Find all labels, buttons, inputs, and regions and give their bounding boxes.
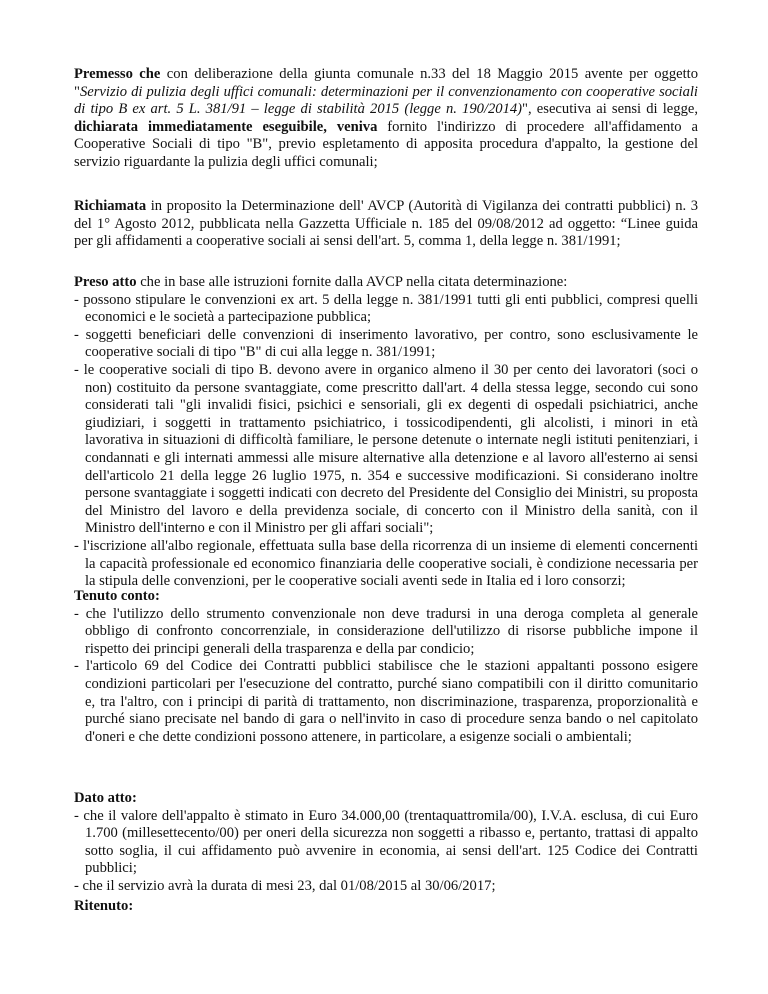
preso-atto-text: che in base alle istruzioni fornite dalla AVCP nella citata determinazione: [136,274,568,290]
document-page [74,66,698,172]
dato-atto-list [74,808,698,896]
list-item: - possono stipulare le convenzioni ex art. 5 della legge n. 381/1991 tutti gli enti pubblici, compresi quelli economici e le società a partecipazione pubblica; [74,291,698,326]
premesso-lead: Premesso che [74,66,161,82]
list-item: - soggetti beneficiari delle convenzioni di inserimento lavorativo, per contro, sono esclusivamente le cooperative sociali di tipo "B" di cui alla legge n. 381/1991; [74,326,698,361]
richiamata-lead: Richiamata [74,198,147,214]
list-item: - che il servizio avrà la durata di mesi 23, dal 01/08/2015 al 30/06/2017; [74,877,496,894]
richiamata-text: in proposito la Determinazione dell' AVCP (Autorità di Vigilanza dei contratti pubblici) n. 3 del 1° Agosto 2012, pubblicata nella Gazzetta Ufficiale n. 185 del 09/08/2012 ad oggetto: “Linee guida per gli affidamenti a cooperative sociali ai sensi dell'art. 5, comma 1, della legge n. 381/1991; [74,198,698,250]
preso-atto-lead: Preso atto [74,274,137,290]
premesso-subject: Servizio di pulizia degli uffici comunali: determinazioni per il convenzionamento con cooperative sociali di tipo B ex art. 5 L. 381/91 – legge di stabilità 2015 (legge n. 190/2014) [74,83,698,118]
list-item: - che l'utilizzo dello strumento convenzionale non deve tradursi in una deroga completa al generale obbligo di confronto concorrenziale, in considerazione dell'utilizzo di risorse pubbliche impone il rispetto dei principi generali della trasparenza e della par condicio; [74,605,698,657]
preso-atto-intro [74,274,698,292]
list-item: - l'iscrizione all'albo regionale, effettuata sulla base della ricorrenza di un insieme di elementi concernenti la capacità professionale ed economico finanziaria delle cooperative sociali, è condizione necessaria per la stipula delle convenzioni, per le cooperative sociali aventi sede in Italia ed i loro consorzi; [74,537,698,590]
ritenuto-heading: Ritenuto: [74,898,134,914]
premesso-bold: dichiarata immediatamente eseguibile, veniva [74,118,378,135]
richiamata-section [74,198,698,251]
preso-atto-list [74,292,698,591]
richiamata-paragraph [74,198,698,251]
tenuto-conto-list [74,606,698,747]
dato-atto-heading: Dato atto: [74,790,137,806]
premesso-paragraph [74,66,698,172]
list-item: - che il valore dell'appalto è stimato in Euro 34.000,00 (trentaquattromila/00), I.V.A. esclusa, di cui Euro 1.700 (millesettecento/00) per oneri della sicurezza non soggetti a ribasso e, pertanto, trattasi di appalto sotto soglia, il cui affidamento può avvenire in economia, ai sensi dell'art. 125 Codice dei Contratti pubblici; [74,807,698,877]
dato-atto-section [74,790,698,896]
tenuto-conto-heading: Tenuto conto: [74,588,160,604]
premesso-text-1: con deliberazione della giunta comunale n.33 del 18 Maggio 2015 avente per oggetto " [74,66,699,100]
premesso-text-3: fornito l'indirizzo di procedere all'affidamento a Cooperative Sociali di tipo "B", previo espletamento di apposita procedura d'appalto, la gestione del servizio riguardante la pulizia degli uffici comunali; [74,118,698,170]
tenuto-conto-section [74,588,698,746]
preso-atto-section [74,274,698,591]
premesso-text-2: ", esecutiva ai sensi di legge, [522,101,698,118]
list-item: - le cooperative sociali di tipo B. devono avere in organico almeno il 30 per cento dei lavoratori (soci o non) costituito da persone svantaggiate, come prescritto dall'art. 4 della stessa legge, secondo cui sono considerati tali "gli invalidi fisici, psichici e sensoriali, gli ex degenti di ospedali psichiatrici, anche giudiziari, i soggetti in trattamento psichiatrico, i tossicodipendenti, gli alcolisti, i minori in età lavorativa in situazioni di difficoltà familiare, le persone detenute o internate negli istituti penitenziari, i condannati e gli internati ammessi alle misure alternative alla detenzione e al lavoro all'esterno ai sensi dell'articolo 21 della legge 26 luglio 1975, n. 354 e successive modificazioni. Si considerano inoltre persone svantaggiate i soggetti indicati con decreto del Presidente del Consiglio dei Ministri, su proposta del Ministro del lavoro e della previdenza sociale, di concerto con il Ministro della sanità, con il Ministro dell'interno e con il Ministro per gli affari sociali"; [74,361,698,537]
list-item: - l'articolo 69 del Codice dei Contratti pubblici stabilisce che le stazioni appaltanti possono esigere condizioni particolari per l'esecuzione del contratto, purché siano compatibili con il diritto comunitario e, tra l'altro, con i principi di parità di trattamento, non discriminazione, trasparenza, proporzionalità e purché siano precisate nel bando di gara o nell'invito in caso di procedure senza bando o nel capitolato d'oneri e che dette condizioni possono attenere, in particolare, a esigenze sociali o ambientali; [74,658,698,745]
ritenuto-section [74,898,698,916]
